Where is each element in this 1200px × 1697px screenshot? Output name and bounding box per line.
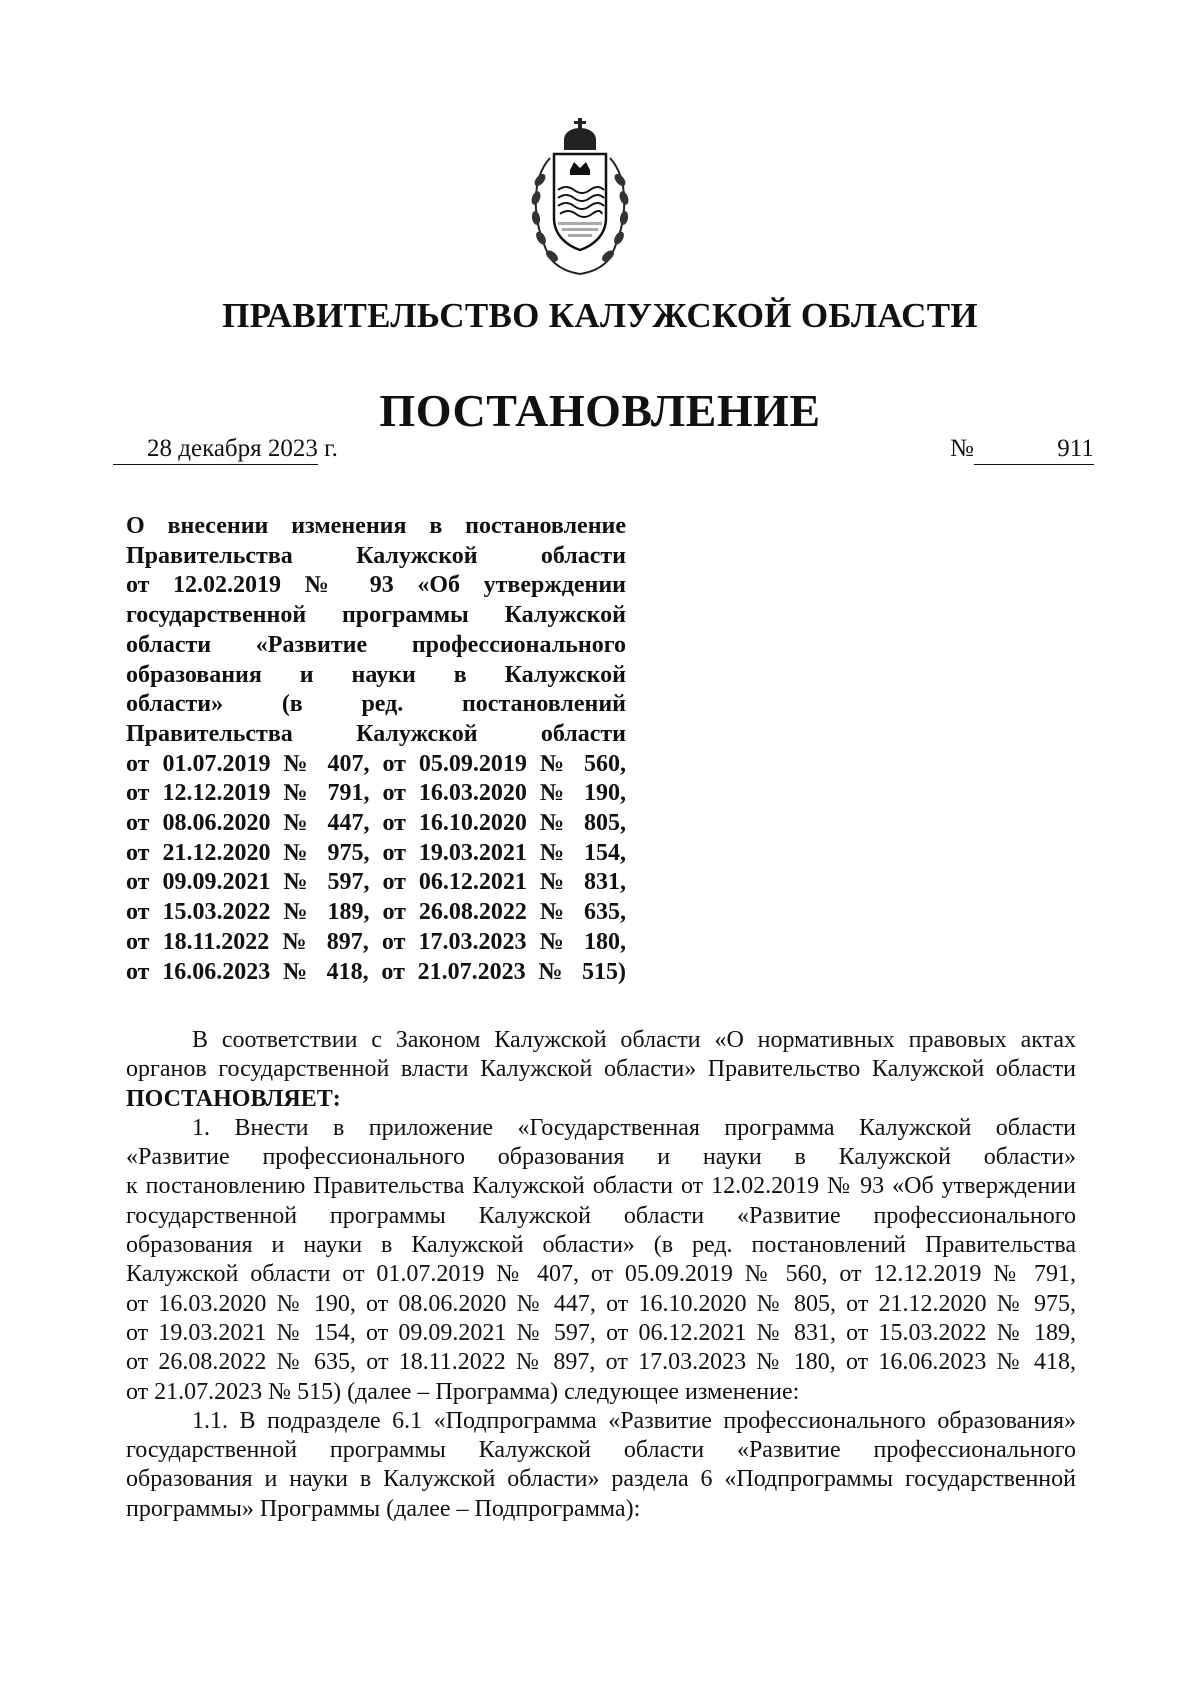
subject-line: от 12.12.2019 № 791, от 16.03.2020 № 190,	[126, 780, 626, 807]
body-line: к постановлению Правительства Калужской области от 12.02.2019 № 93 «Об утверждении	[126, 1173, 1076, 1200]
body-line: «Развитие профессионального образования и науки в Калужской области»	[126, 1144, 1076, 1171]
number-label: №	[950, 435, 974, 462]
document-subject	[126, 512, 626, 987]
body-line: образования и науки в Калужской области» (в ред. постановлений Правительства	[126, 1232, 1076, 1259]
subject-line: области «Развитие профессионального	[126, 631, 626, 658]
document-body	[126, 1026, 1076, 1524]
organization-name: ПРАВИТЕЛЬСТВО КАЛУЖСКОЙ ОБЛАСТИ	[222, 296, 978, 335]
subject-line: О внесении изменения в постановление	[126, 513, 626, 539]
body-line: В соответствии с Законом Калужской области «О нормативных правовых актах	[192, 1027, 1076, 1053]
subject-line: от 09.09.2021 № 597, от 06.12.2021 № 831,	[126, 869, 626, 896]
body-line: программы» Программы (далее – Подпрограмма):	[126, 1495, 641, 1522]
subject-line: от 15.03.2022 № 189, от 26.08.2022 № 635,	[126, 899, 626, 926]
body-line: государственной программы Калужской области «Развитие профессионального	[126, 1437, 1076, 1464]
subject-line: от 18.11.2022 № 897, от 17.03.2023 № 180,	[126, 928, 626, 955]
subject-line: образования и науки в Калужской	[126, 661, 626, 688]
body-line-decree: ПОСТАНОВЛЯЕТ:	[126, 1085, 341, 1112]
body-line: 1. Внести в приложение «Государственная программа Калужской области	[192, 1114, 1076, 1141]
kaluga-coat-of-arms-icon	[528, 118, 632, 278]
body-line: от 19.03.2021 № 154, от 09.09.2021 № 597, от 06.12.2021 № 831, от 15.03.2022 № 189,	[126, 1319, 1076, 1346]
body-line: 1.1. В подразделе 6.1 «Подпрограмма «Развитие профессионального образования»	[192, 1407, 1076, 1434]
body-line: Калужской области от 01.07.2019 № 407, от 05.09.2019 № 560, от 12.12.2019 № 791,	[126, 1261, 1076, 1288]
body-line: от 21.07.2023 № 515) (далее – Программа) следующее изменение:	[126, 1378, 800, 1405]
body-line: от 16.03.2020 № 190, от 08.06.2020 № 447, от 16.10.2020 № 805, от 21.12.2020 № 975,	[126, 1290, 1076, 1317]
subject-line: Правительства Калужской области	[126, 720, 626, 747]
subject-line: от 01.07.2019 № 407, от 05.09.2019 № 560,	[126, 750, 626, 777]
subject-line: государственной программы Калужской	[126, 602, 626, 629]
body-line: от 26.08.2022 № 635, от 18.11.2022 № 897, от 17.03.2023 № 180, от 16.06.2023 № 418,	[126, 1349, 1076, 1376]
body-line: органов государственной власти Калужской области» Правительство Калужской области	[126, 1056, 1076, 1083]
subject-line: области» (в ред. постановлений	[126, 691, 626, 718]
document-number	[950, 434, 1094, 465]
subject-line: от 12.02.2019 № 93 «Об утверждении	[126, 572, 626, 599]
subject-line: от 08.06.2020 № 447, от 16.10.2020 № 805,	[126, 810, 626, 837]
document-date	[113, 434, 338, 465]
date-suffix: г.	[324, 435, 338, 462]
subject-line: Правительства Калужской области	[126, 542, 626, 569]
date-value: 28 декабря 2023	[113, 434, 318, 465]
body-line: образования и науки в Калужской области» раздела 6 «Подпрограммы государственной	[126, 1466, 1076, 1493]
subject-line: от 21.12.2020 № 975, от 19.03.2021 № 154,	[126, 839, 626, 866]
body-line: государственной программы Калужской области «Развитие профессионального	[126, 1202, 1076, 1229]
subject-line: от 16.06.2023 № 418, от 21.07.2023 № 515)	[126, 958, 626, 985]
number-value: 911	[974, 434, 1094, 465]
document-type: ПОСТАНОВЛЕНИЕ	[379, 385, 821, 436]
